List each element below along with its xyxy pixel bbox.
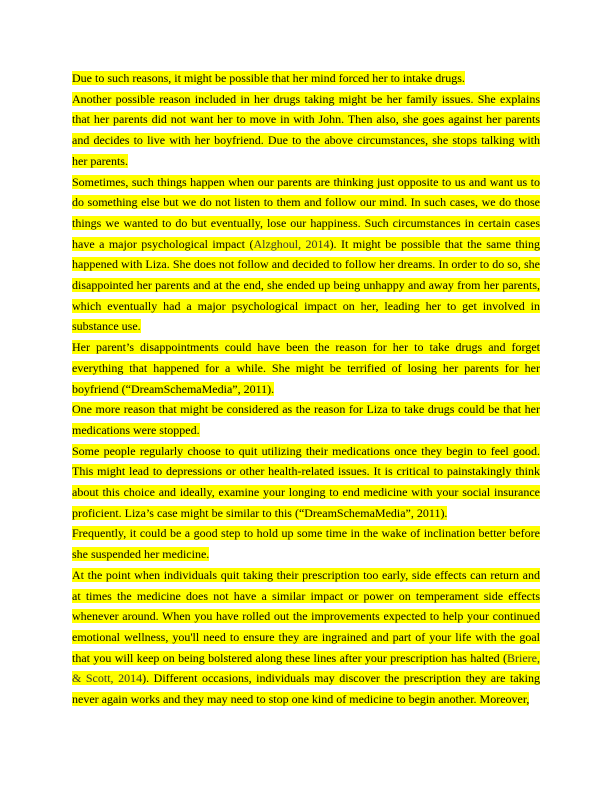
paragraph-text: Another possible reason included in her drugs taking might be her family issues. She explains that her parents did not want her to move in with John. Then also, she goes against her parents and decides to live with her boyfriend. Due to the above circumstances, she stops talking with her parents. [72,91,540,168]
paragraph-8 [72,565,540,710]
paragraph-text: Due to such reasons, it might be possible that her mind forced her to intake drugs. [72,71,465,85]
paragraph-text-start: Sometimes, such things happen when our parents are thinking just opposite to us and want us to do something else but we do not listen to them and follow our mind. In such cases, we do those things we wanted to do but eventually, lose our happiness. Such circumstances in certain cases have a major psychological impact ( [72,174,540,251]
citation: Alzghoul, 2014 [253,236,330,251]
paragraph-text: Her parent’s disappointments could have been the reason for her to take drugs and forget everything that happened for a while. She might be terrified of losing her parents for her boyfriend (“DreamSchemaMedia”, 2011). [72,340,540,396]
paragraph-text-end: ). Different occasions, individuals may discover the prescription they are taking never again works and they may need to stop one kind of medicine to begin another. Moreover, [72,671,540,707]
paragraph-text: Frequently, it could be a good step to hold up some time in the wake of inclination better before she suspended her medicine. [72,526,540,562]
paragraph-2 [72,89,540,172]
paragraph-1 [72,68,540,89]
document-page [72,68,540,710]
paragraph-4 [72,337,540,399]
paragraph-3 [72,172,540,338]
paragraph-text-start: At the point when individuals quit taking their prescription too early, side effects can return and at times the medicine does not have a similar impact or power on temperament side effects whenever around. When you have rolled out the improvements expected to help your continued emotional wellness, you'll need to ensure they are ingrained and part of your life with the goal that you will keep on being bolstered along these lines after your prescription has halted ( [72,567,540,665]
paragraph-text: Some people regularly choose to quit utilizing their medications once they begin to feel good. This might lead to depressions or other health-related issues. It is critical to painstakingly think about this choice and ideally, examine your longing to end medicine with your social insurance proficient. Liza’s case might be similar to this (“DreamSchemaMedia”, 2011). [72,443,540,520]
paragraph-5 [72,399,540,440]
paragraph-text: One more reason that might be considered as the reason for Liza to take drugs could be that her medications were stopped. [72,402,540,437]
paragraph-text-end: ). It might be possible that the same thing happened with Liza. She does not follow and decided to follow her dreams. In order to do so, she disappointed her parents and at the end, she ended up being unhappy and away from her parents, which eventually had a major psychological impact on her, leading her to get involved in substance use. [72,236,541,334]
paragraph-6 [72,441,540,524]
paragraph-7 [72,523,540,564]
citation: Briere, & Scott, 2014 [72,650,540,686]
